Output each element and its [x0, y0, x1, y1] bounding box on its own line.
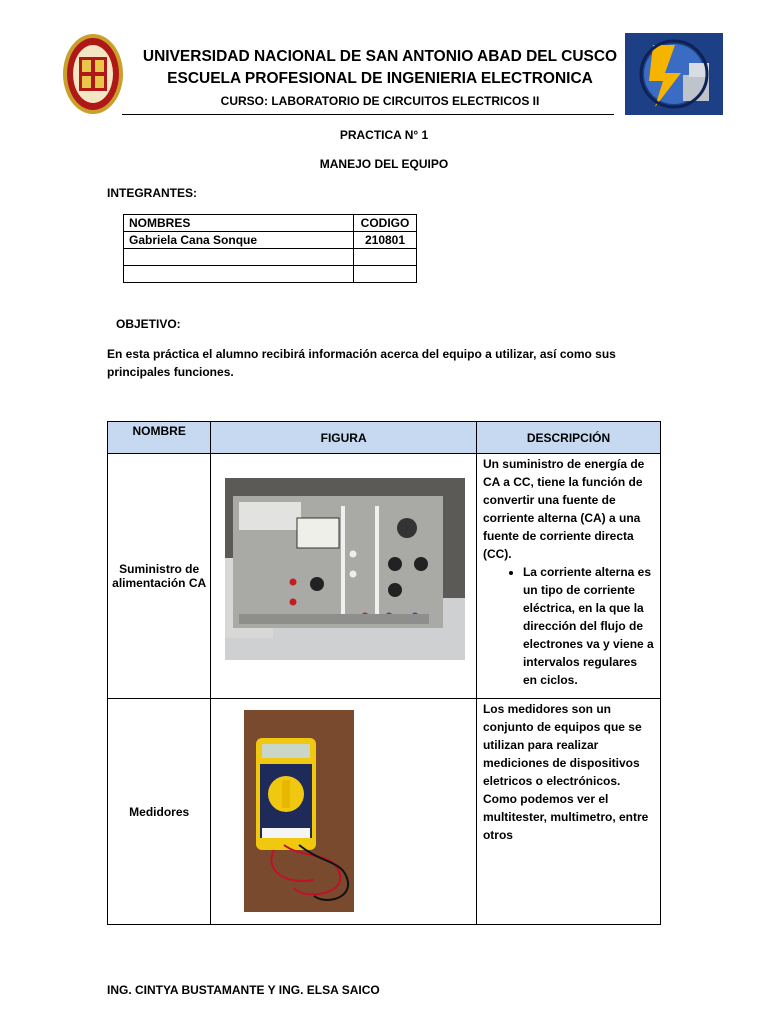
description-bullet-list [483, 563, 654, 689]
equipment-name: Suministro de alimentación CA [108, 454, 211, 699]
school-title: ESCUELA PROFESIONAL DE INGENIERIA ELECTRONICA [167, 70, 593, 87]
members-header-row [124, 215, 417, 232]
equipment-name: Medidores [108, 699, 211, 925]
members-col-name: NOMBRES [124, 215, 354, 232]
member-code [354, 266, 417, 283]
col-header-name: NOMBRE [108, 422, 211, 454]
practice-subtitle: MANEJO DEL EQUIPO [319, 157, 449, 171]
table-row [108, 699, 661, 925]
members-col-code: CODIGO [354, 215, 417, 232]
description-cell [476, 454, 660, 699]
figure-cell [211, 699, 477, 925]
list-item: • La corriente alterna es un tipo de corriente eléctrica, en la que la dirección del flujo de electrones va y viene a intervalos regulares en ciclos. [523, 563, 654, 689]
objective-text: En esta práctica el alumno recibirá información acerca del equipo a utilizar, así como sus principales funciones. [107, 347, 616, 379]
table-row [108, 454, 661, 699]
member-code [354, 249, 417, 266]
col-header-figure: FIGURA [211, 422, 477, 454]
equipment-table [107, 421, 661, 925]
equipment-description: Un suministro de energía de CA a CC, tiene la función de convertir una fuente de corriente alterna (CA) a una fuente de corriente directa (CC). [482, 457, 645, 561]
member-name [124, 266, 354, 283]
table-row [124, 266, 417, 283]
member-name [124, 249, 354, 266]
practice-title: PRACTICA N° 1 [339, 128, 429, 142]
col-header-description: DESCRIPCIÓN [476, 422, 660, 454]
table-row [124, 249, 417, 266]
footer-instructors: ING. CINTYA BUSTAMANTE Y ING. ELSA SAICO [107, 983, 380, 997]
member-code: 210801 [354, 232, 417, 249]
header-divider [122, 114, 614, 115]
equipment-header-row [108, 422, 661, 454]
course-title: CURSO: LABORATORIO DE CIRCUITOS ELECTRICOS II [220, 94, 540, 108]
university-title: UNIVERSIDAD NACIONAL DE SAN ANTONIO ABAD DEL CUSCO [142, 48, 618, 65]
multimeter-photo [244, 710, 354, 912]
figure-cell [211, 454, 477, 699]
objective-heading: OBJETIVO: [116, 317, 181, 331]
members-table [123, 214, 417, 283]
member-name: Gabriela Cana Sonque [124, 232, 354, 249]
table-row [124, 232, 417, 249]
power-supply-photo [225, 478, 465, 660]
description-cell [476, 699, 660, 925]
equipment-description: Los medidores son un conjunto de equipos que se utilizan para realizar mediciones de dispositivos eletricos o electrónicos. Como podemos ver el multitester, multimetro, entre otros [482, 702, 649, 842]
university-seal-logo [62, 33, 124, 115]
members-heading: INTEGRANTES: [107, 186, 197, 200]
